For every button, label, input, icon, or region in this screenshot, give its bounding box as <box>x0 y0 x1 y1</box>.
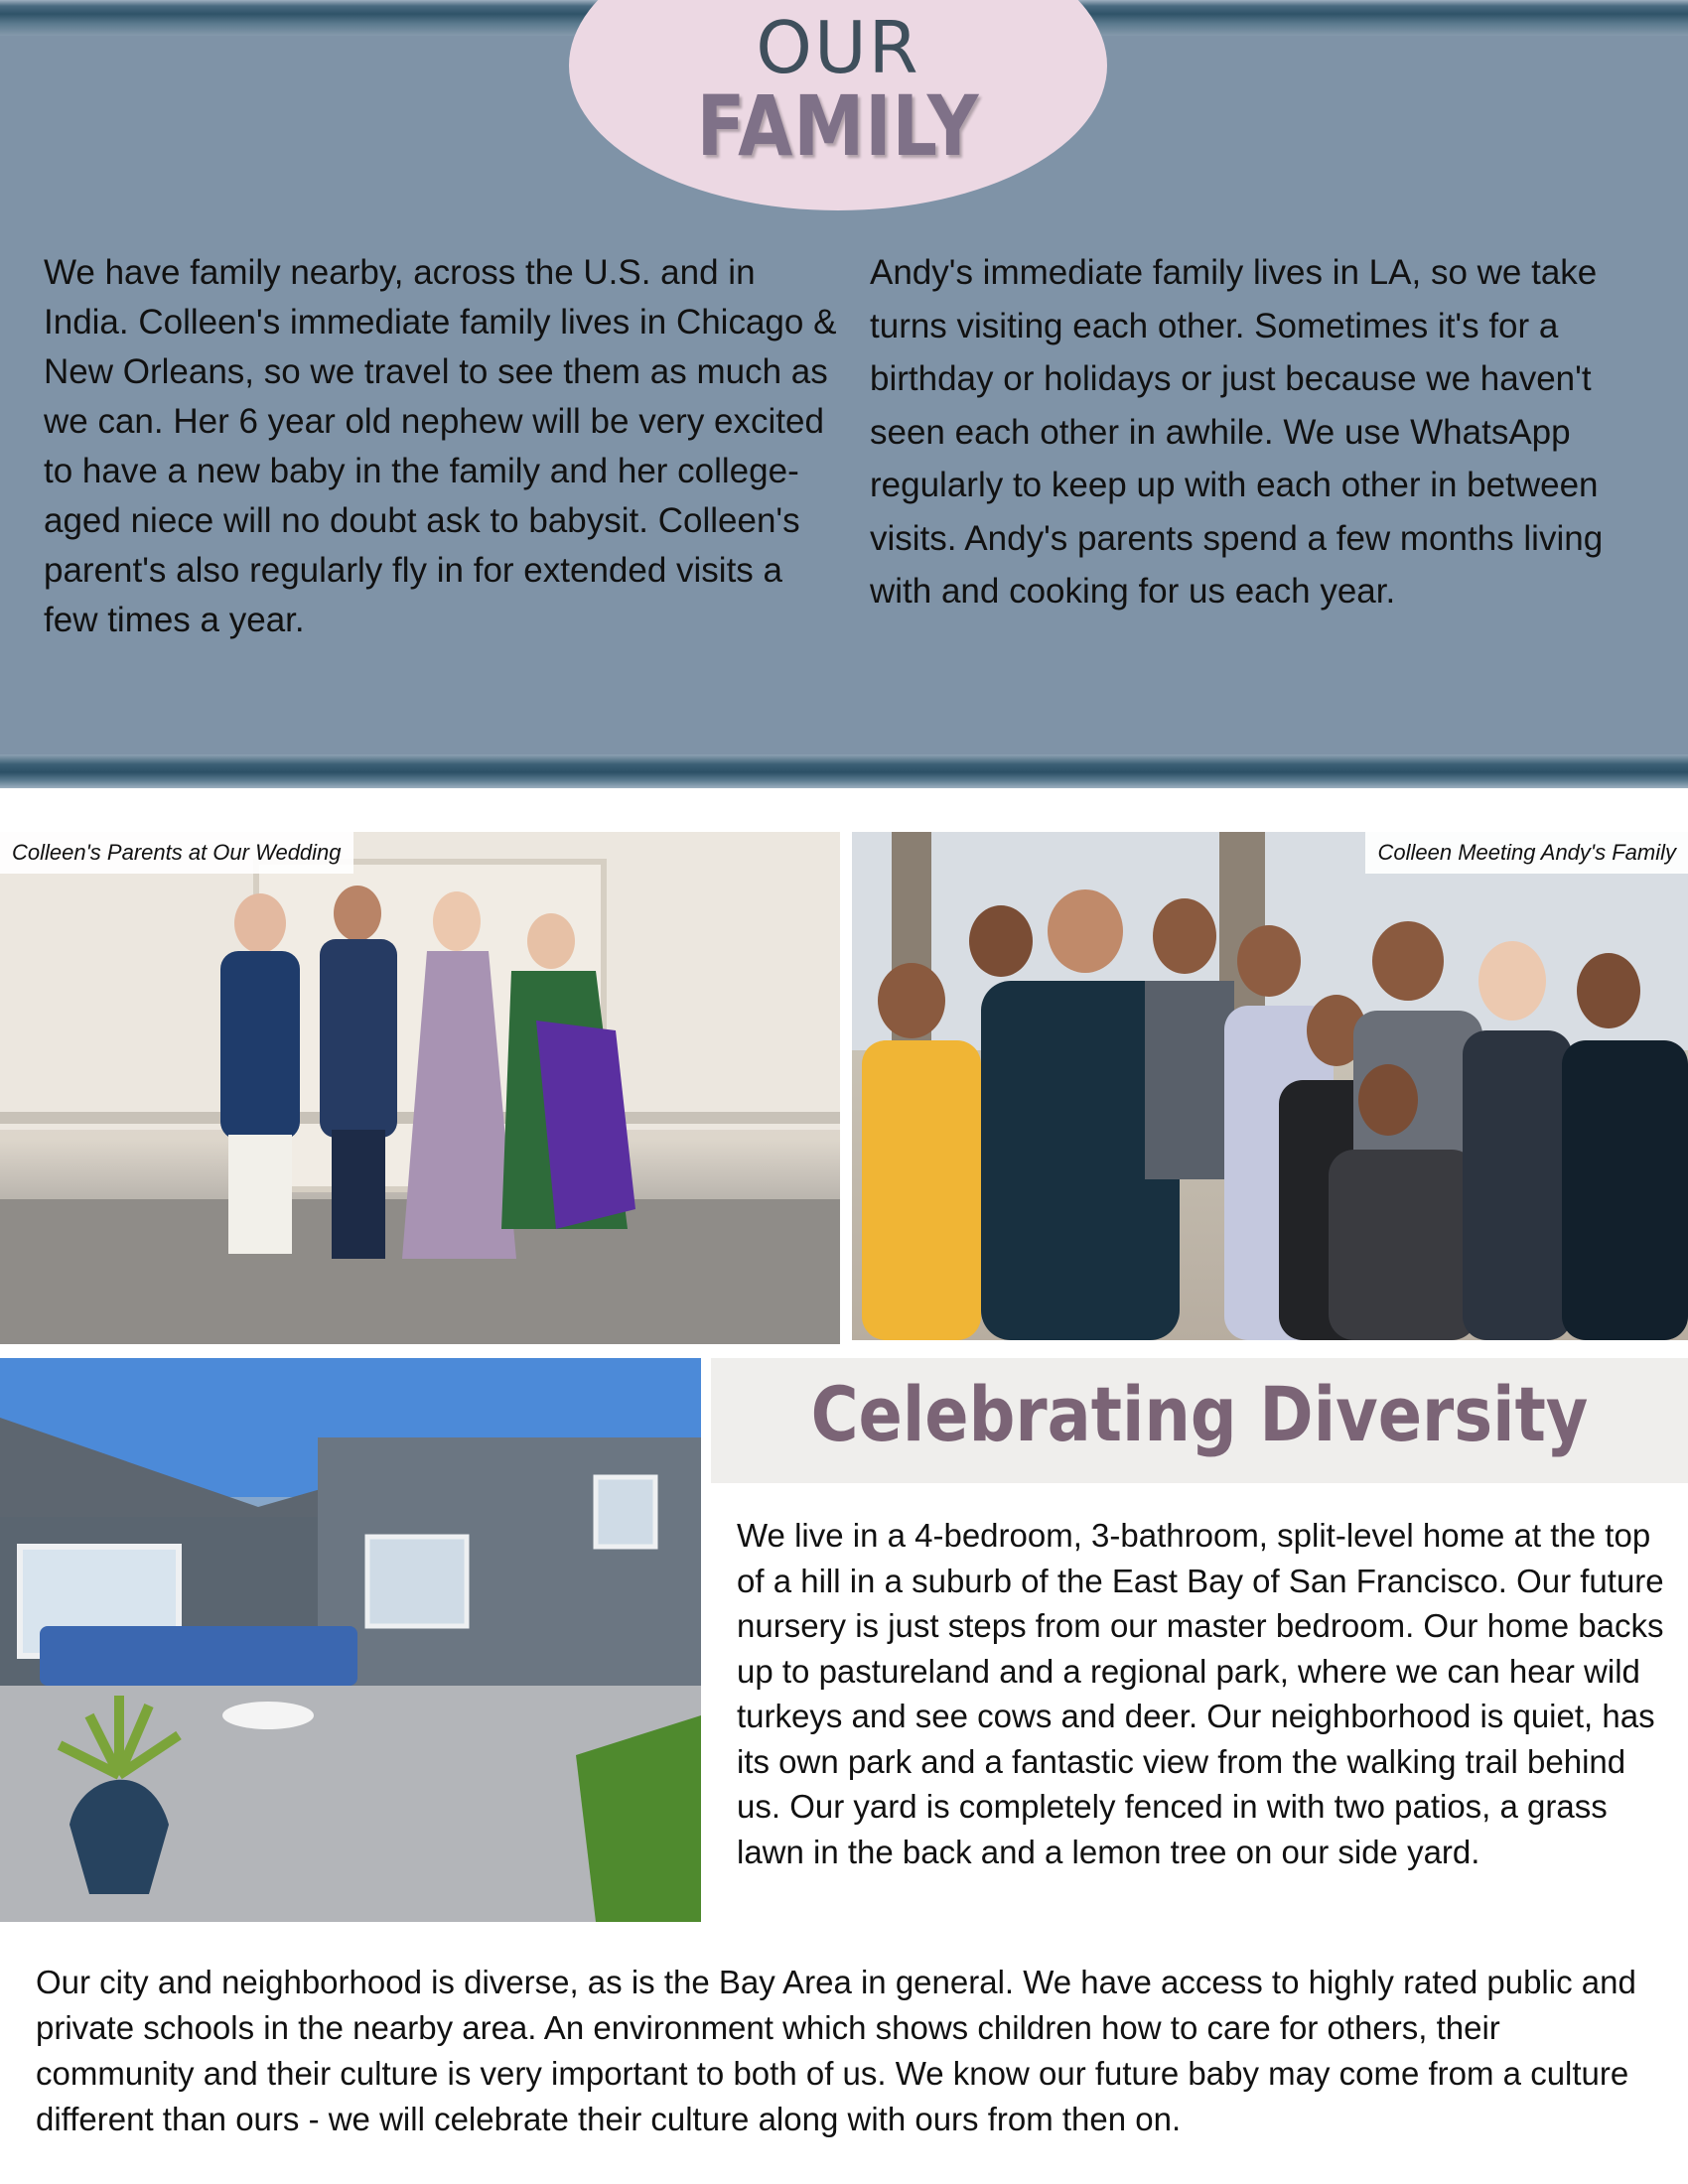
andys-family-photo <box>852 832 1688 1340</box>
house-photo <box>0 1358 701 1922</box>
colleen-family-paragraph: We have family nearby, across the U.S. and in India. Colleen's immediate family lives in Chicago & New Orleans, so we travel to see them as much as we can. Her 6 year old nephew will be very excited to have a new baby in the family and her college-aged niece will no doubt ask to babysit. Colleen's parent's also regularly fly in for extended visits a few times a year. <box>44 253 837 639</box>
wedding-photo-caption: Colleen's Parents at Our Wedding <box>0 832 353 874</box>
family-photo-illustration <box>852 832 1688 1340</box>
home-paragraph: We live in a 4-bedroom, 3-bathroom, split-level home at the top of a hill in a suburb of the East Bay of San Francisco. Our future nursery is just steps from our master bedroom. Our home backs up to pastureland and a regional park, where we can hear wild turkeys and see cows and deer. Our neighborhood is quiet, has its own park and a fantastic view from the walking trail behind us. Our yard is completely fenced in with two patios, a grass lawn in the back and a lemon tree on our side yard. <box>737 1517 1664 1870</box>
panel-bottom-stripe <box>0 754 1688 788</box>
family-photo-caption: Colleen Meeting Andy's Family <box>1365 832 1688 874</box>
wedding-photo-illustration <box>0 832 840 1344</box>
house-photo-illustration <box>0 1358 701 1922</box>
celebrating-diversity-header <box>711 1358 1688 1483</box>
wedding-photo <box>0 832 840 1344</box>
andy-family-paragraph: Andy's immediate family lives in LA, so we take turns visiting each other. Sometimes it's for a birthday or holidays or just because we haven't seen each other in awhile. We use WhatsApp regularly to keep up with each other in between visits. Andy's parents spend a few months living with and cooking for us each year. <box>870 253 1604 611</box>
city-paragraph: Our city and neighborhood is diverse, as is the Bay Area in general. We have access to highly rated public and private schools in the nearby area. An environment which shows children how to care for others, their community and their culture is very important to both of us. We know our future baby may come from a culture different than ours - we will celebrate their culture along with ours from then on. <box>36 1964 1636 2137</box>
title-family: FAMILY <box>696 77 980 175</box>
title-our: OUR <box>756 6 920 89</box>
section-title: Celebrating Diversity <box>810 1370 1589 1458</box>
